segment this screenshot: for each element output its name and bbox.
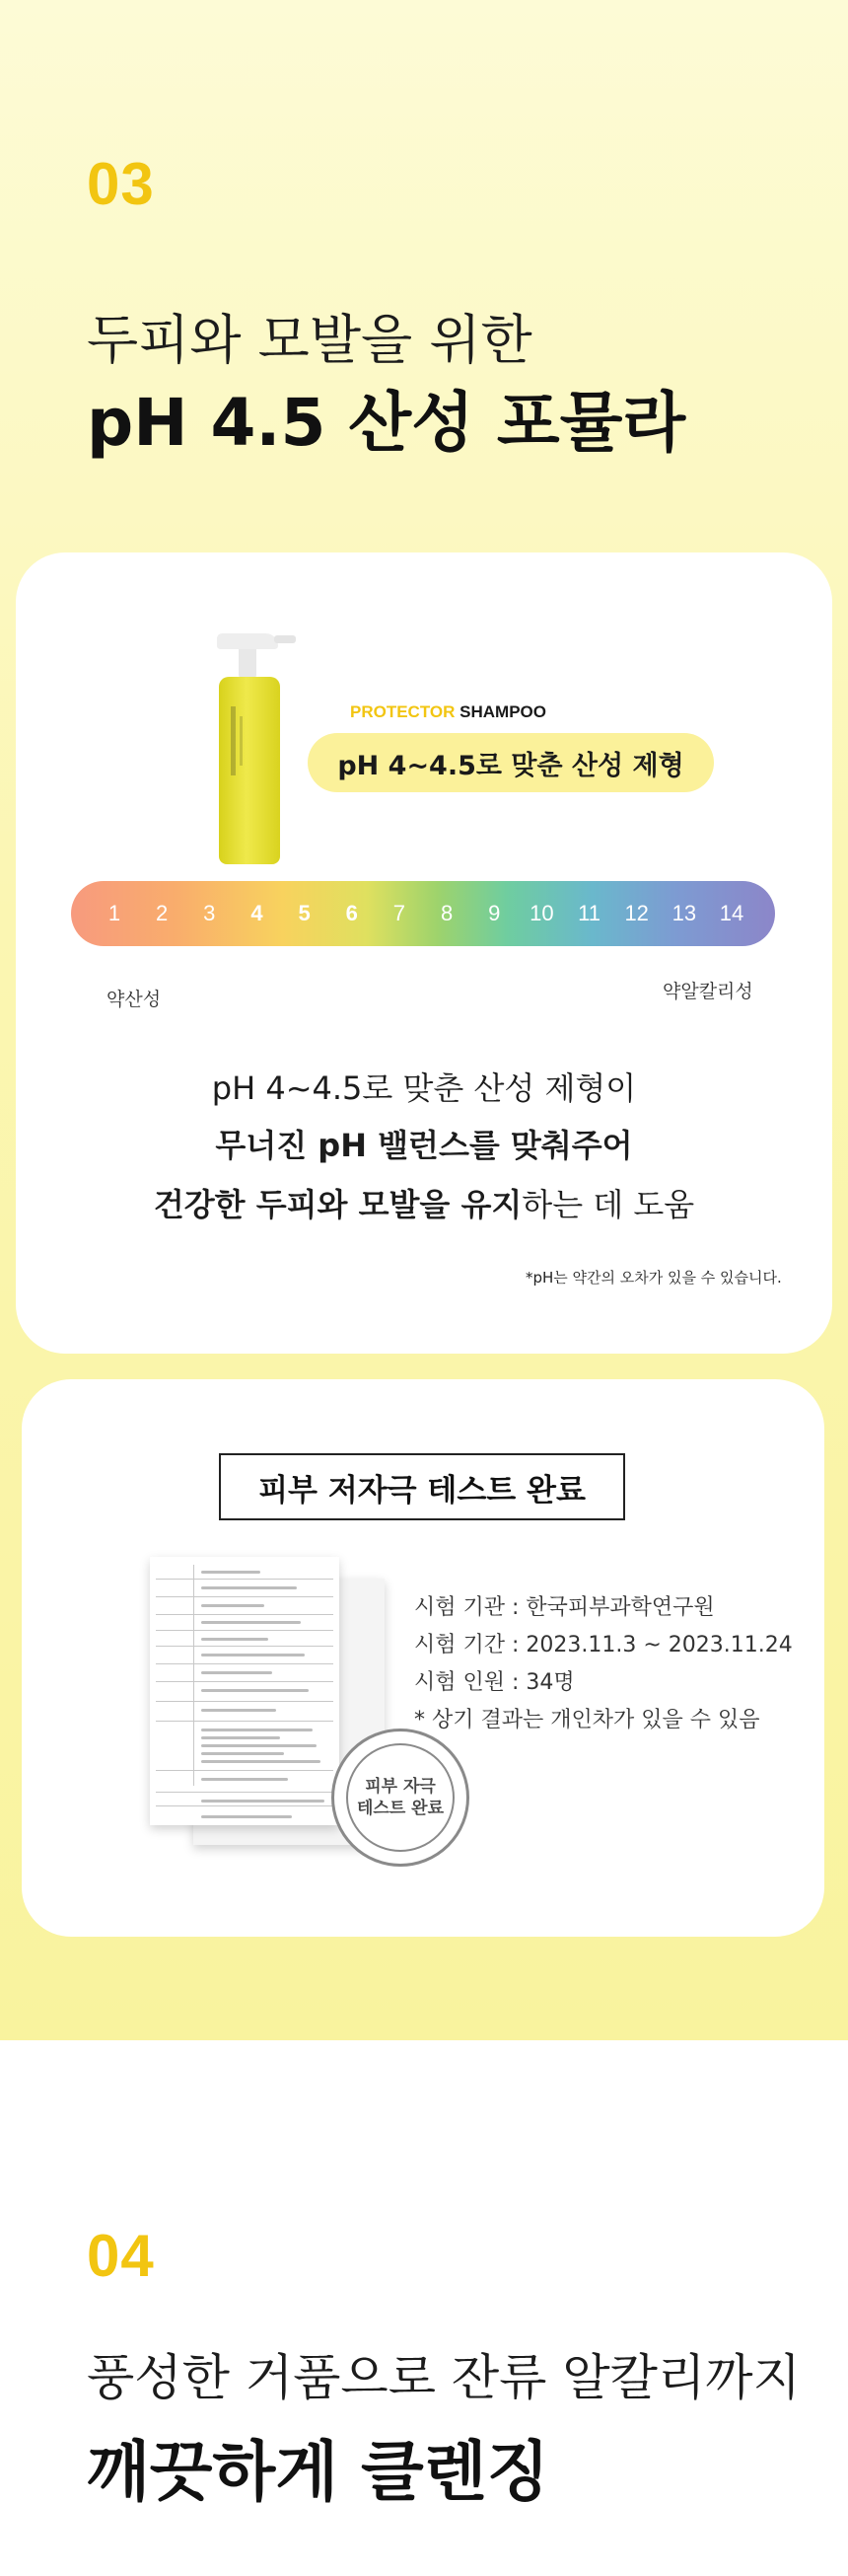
- ph-scale-number: 2: [156, 901, 169, 925]
- ph-scale-bar: [71, 881, 775, 946]
- skin-test-badge: [219, 1453, 625, 1520]
- section-number: 03: [87, 151, 155, 217]
- section-title-4: 깨끗하게 클렌징: [87, 2434, 550, 2510]
- test-period: 시험 기간 : 2023.11.3 ~ 2023.11.24: [414, 1633, 793, 1657]
- ph-card: [16, 552, 832, 1354]
- skin-test-badge-text: 피부 저자극 테스트 완료: [258, 1472, 586, 1509]
- ph-scale-number: 14: [719, 901, 744, 925]
- test-institution: 시험 기관 : 한국피부과학연구원: [414, 1595, 715, 1620]
- description-line-3-rest: 하는 데 도움: [522, 1186, 695, 1223]
- stamp-line-1: 피부 자극: [365, 1777, 436, 1797]
- acid-label: 약산성: [106, 989, 162, 1010]
- description-line-1: pH 4~4.5로 맞춘 산성 제형이: [211, 1069, 637, 1107]
- test-disclaimer: * 상기 결과는 개인차가 있을 수 있음: [414, 1708, 760, 1732]
- ph-scale-number: 6: [345, 901, 358, 925]
- ph-scale-number: 12: [624, 901, 649, 925]
- product-name-prefix: PROTECTOR: [350, 702, 456, 721]
- ph-scale-number: 8: [440, 901, 454, 925]
- ph-scale-number: 7: [392, 901, 406, 925]
- test-complete-stamp: [331, 1729, 469, 1867]
- section-title: pH 4.5 산성 포뮬라: [87, 385, 686, 461]
- section-number-4: 04: [87, 2223, 155, 2289]
- stamp-line-2: 테스트 완료: [356, 1799, 445, 1818]
- ph-scale-number: 4: [250, 901, 263, 925]
- description-line-2: 무너진 pH 밸런스를 맞춰주어: [215, 1127, 633, 1164]
- product-name: [350, 702, 546, 722]
- alkali-label: 약알칼리성: [663, 981, 753, 1002]
- ph-scale-number: 11: [578, 901, 601, 925]
- section-subtitle: 두피와 모발을 위한: [87, 309, 532, 371]
- test-participants: 시험 인원 : 34명: [414, 1670, 575, 1695]
- ph-scale-number: 10: [530, 901, 554, 925]
- ph-scale-number: 9: [488, 901, 501, 925]
- ph-scale-number: 3: [203, 901, 216, 925]
- ph-range-pill: [308, 733, 714, 792]
- ph-scale-number: 5: [298, 901, 311, 925]
- ph-note: *pH는 약간의 오차가 있을 수 있습니다.: [526, 1269, 782, 1287]
- section-subtitle-4: 풍성한 거품으로 잔류 알칼리까지: [87, 2349, 801, 2406]
- ph-scale-number: 1: [107, 901, 121, 925]
- description-line-3-bold: 건강한 두피와 모발을 유지: [153, 1186, 523, 1223]
- ph-scale-number: 13: [671, 901, 697, 925]
- product-name-suffix: SHAMPOO: [459, 702, 546, 721]
- description-line-3: [16, 1180, 832, 1225]
- test-report-document: [150, 1557, 339, 1825]
- ph-range-pill-text: pH 4~4.5로 맞춘 산성 제형: [337, 750, 684, 781]
- shampoo-bottle-image: [195, 631, 304, 868]
